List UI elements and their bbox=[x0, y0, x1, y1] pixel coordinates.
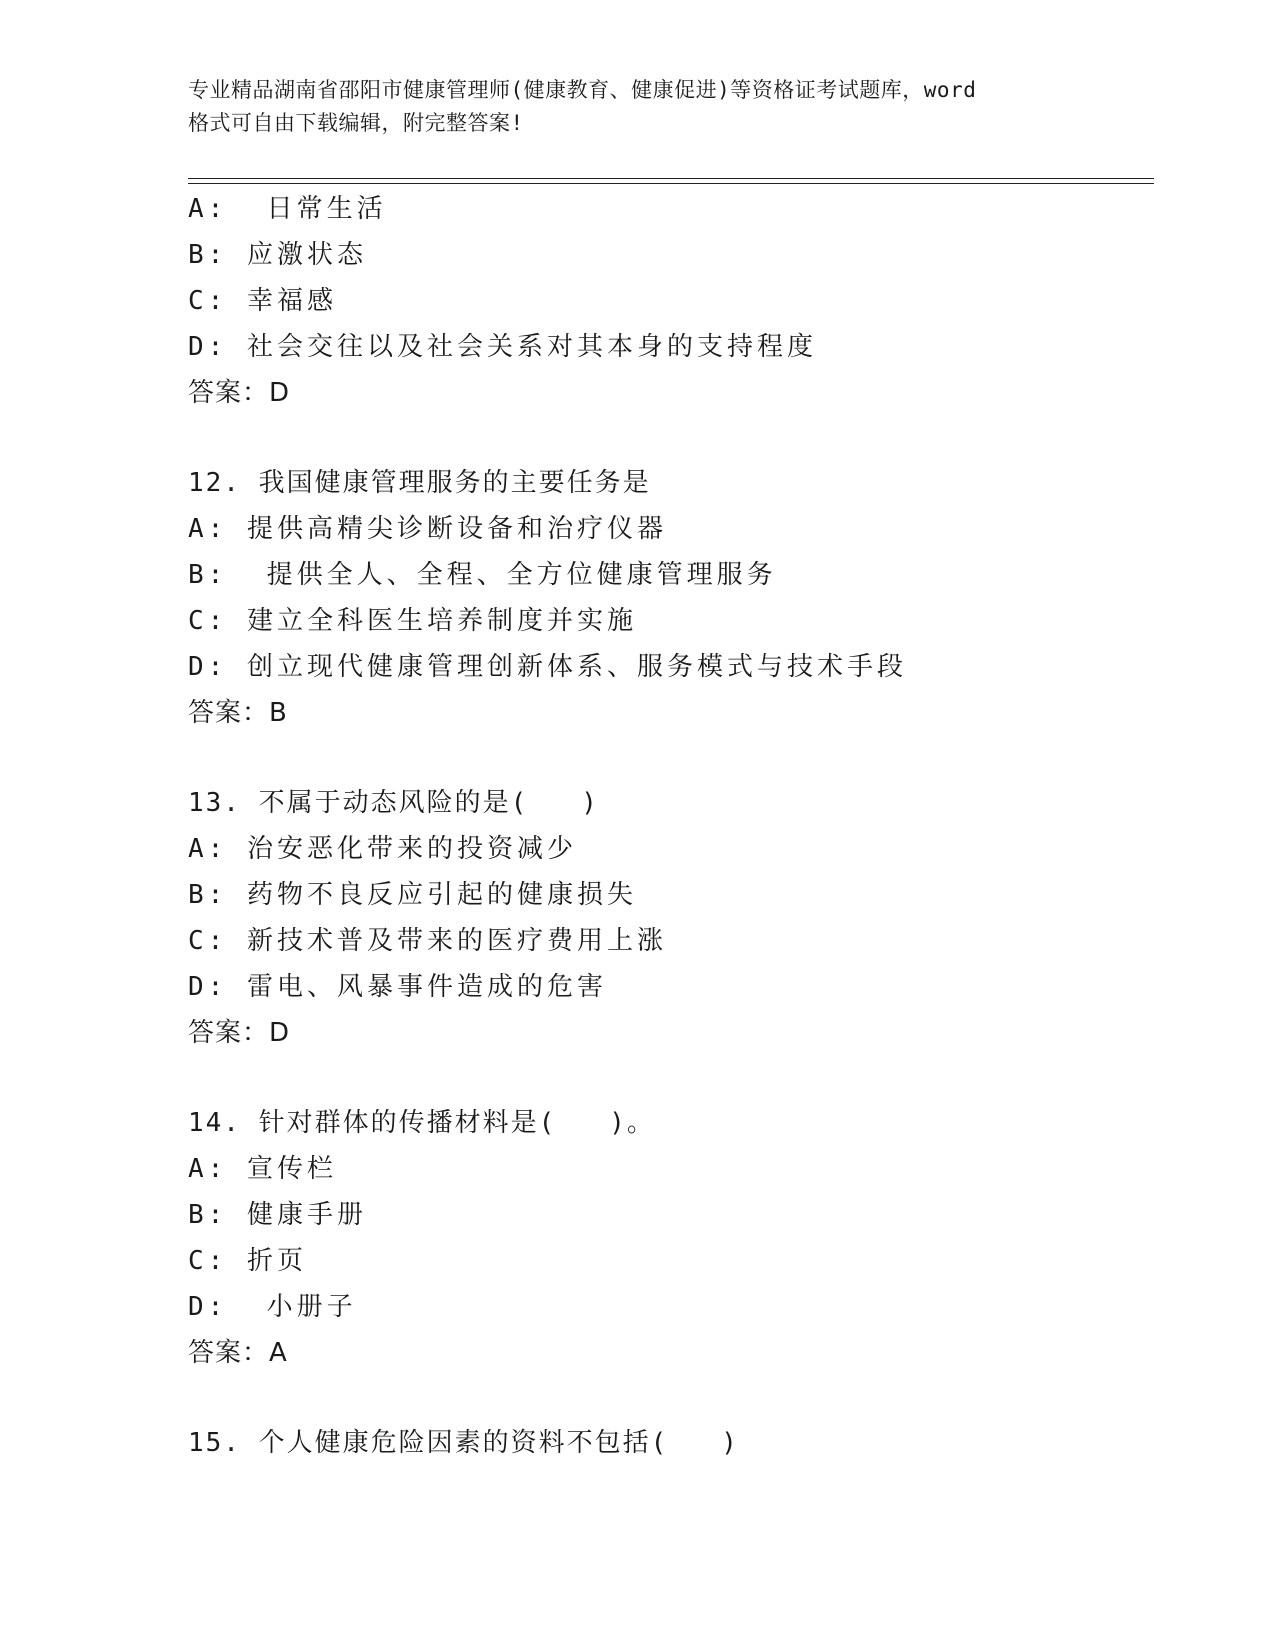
question-11 bbox=[188, 186, 1148, 416]
option-b: B: 药物不良反应引起的健康损失 bbox=[188, 880, 637, 910]
header-divider-top bbox=[188, 178, 1154, 179]
spacer bbox=[188, 736, 1148, 780]
question-15 bbox=[188, 1420, 1148, 1466]
option-d: D: 社会交往以及社会关系对其本身的支持程度 bbox=[188, 332, 817, 362]
option-c: C: 新技术普及带来的医疗费用上涨 bbox=[188, 926, 667, 956]
document-header bbox=[188, 74, 1088, 140]
question-title: 13. 不属于动态风险的是( ) bbox=[188, 788, 599, 818]
question-14 bbox=[188, 1100, 1148, 1376]
option-d: D: 小册子 bbox=[188, 1292, 357, 1322]
answer-line: 答案：A bbox=[188, 1338, 288, 1368]
question-title: 14. 针对群体的传播材料是( )。 bbox=[188, 1108, 655, 1138]
spacer bbox=[188, 416, 1148, 460]
answer-line: 答案：B bbox=[188, 698, 288, 728]
option-c: C: 建立全科医生培养制度并实施 bbox=[188, 606, 637, 636]
option-c: C: 折页 bbox=[188, 1246, 307, 1276]
option-d: D: 创立现代健康管理创新体系、服务模式与技术手段 bbox=[188, 652, 907, 682]
header-line-1: 专业精品湖南省邵阳市健康管理师(健康教育、健康促进)等资格证考试题库，word bbox=[188, 78, 977, 102]
question-title: 12. 我国健康管理服务的主要任务是 bbox=[188, 468, 651, 498]
spacer bbox=[188, 1376, 1148, 1420]
header-line-2: 格式可自由下载编辑，附完整答案! bbox=[188, 111, 524, 135]
question-title: 15. 个人健康危险因素的资料不包括( ) bbox=[188, 1428, 739, 1458]
question-12 bbox=[188, 460, 1148, 736]
answer-line: 答案：D bbox=[188, 1018, 291, 1048]
option-c: C: 幸福感 bbox=[188, 286, 337, 316]
header-divider-bottom bbox=[188, 183, 1154, 184]
option-a: A: 治安恶化带来的投资减少 bbox=[188, 834, 577, 864]
option-a: A: 日常生活 bbox=[188, 194, 387, 224]
answer-line: 答案：D bbox=[188, 378, 291, 408]
option-a: A: 宣传栏 bbox=[188, 1154, 337, 1184]
option-d: D: 雷电、风暴事件造成的危害 bbox=[188, 972, 607, 1002]
spacer bbox=[188, 1056, 1148, 1100]
question-list bbox=[188, 186, 1148, 1466]
option-b: B: 应激状态 bbox=[188, 240, 367, 270]
option-b: B: 健康手册 bbox=[188, 1200, 367, 1230]
question-13 bbox=[188, 780, 1148, 1056]
option-a: A: 提供高精尖诊断设备和治疗仪器 bbox=[188, 514, 667, 544]
option-b: B: 提供全人、全程、全方位健康管理服务 bbox=[188, 560, 777, 590]
